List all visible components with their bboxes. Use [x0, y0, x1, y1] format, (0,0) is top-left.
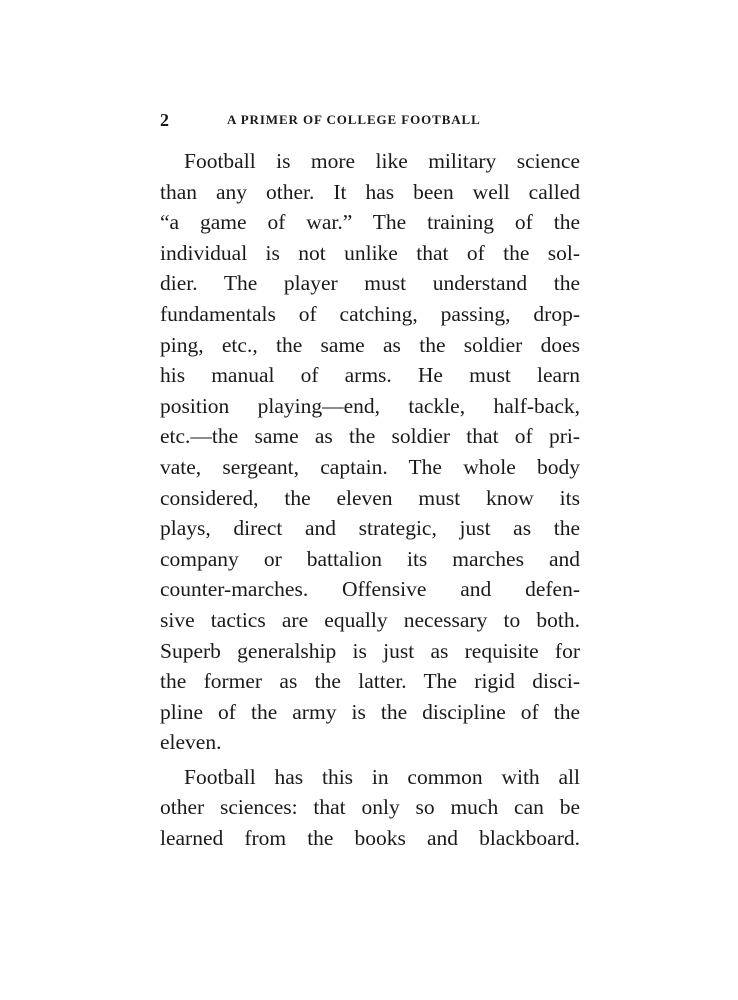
- text-line: vate, sergeant, captain. The whole body: [160, 454, 580, 479]
- text-line: plays, direct and strategic, just as the: [160, 516, 580, 541]
- text-line: pline of the army is the discipline of the: [160, 699, 580, 724]
- page-number: 2: [160, 110, 170, 130]
- text-line: position playing—end, tackle, half-back,: [160, 393, 580, 418]
- text-line: Football has this in common with all: [184, 764, 580, 789]
- text-line: individual is not unlike that of the sol-: [160, 240, 580, 265]
- text-line: ping, etc., the same as the soldier does: [160, 332, 580, 357]
- running-title: A PRIMER OF COLLEGE FOOTBALL: [227, 112, 481, 127]
- text-line: than any other. It has been well called: [160, 179, 580, 204]
- body-text: [160, 146, 580, 854]
- text-line: Superb generalship is just as requisite for: [160, 638, 580, 663]
- paragraph: [160, 146, 580, 758]
- text-line: his manual of arms. He must learn: [160, 363, 580, 388]
- text-line: considered, the eleven must know its: [160, 485, 580, 510]
- text-line: company or battalion its marches and: [160, 546, 580, 571]
- text-line: etc.—the same as the soldier that of pri-: [160, 424, 580, 449]
- text-line: the former as the latter. The rigid disci-: [160, 669, 580, 694]
- text-line: sive tactics are equally necessary to both.: [160, 607, 580, 632]
- paragraph: [160, 762, 580, 854]
- text-line: fundamentals of catching, passing, drop-: [160, 301, 580, 326]
- text-line: Football is more like military science: [184, 149, 580, 173]
- text-line: dier. The player must understand the: [160, 271, 580, 296]
- running-head: [160, 109, 580, 131]
- text-line: learned from the books and blackboard.: [160, 826, 580, 851]
- text-line: other sciences: that only so much can be: [160, 795, 580, 820]
- text-line: eleven.: [160, 730, 222, 755]
- text-line: “a game of war.” The training of the: [160, 210, 580, 235]
- text-line: counter-marches. Offensive and defen-: [160, 577, 580, 602]
